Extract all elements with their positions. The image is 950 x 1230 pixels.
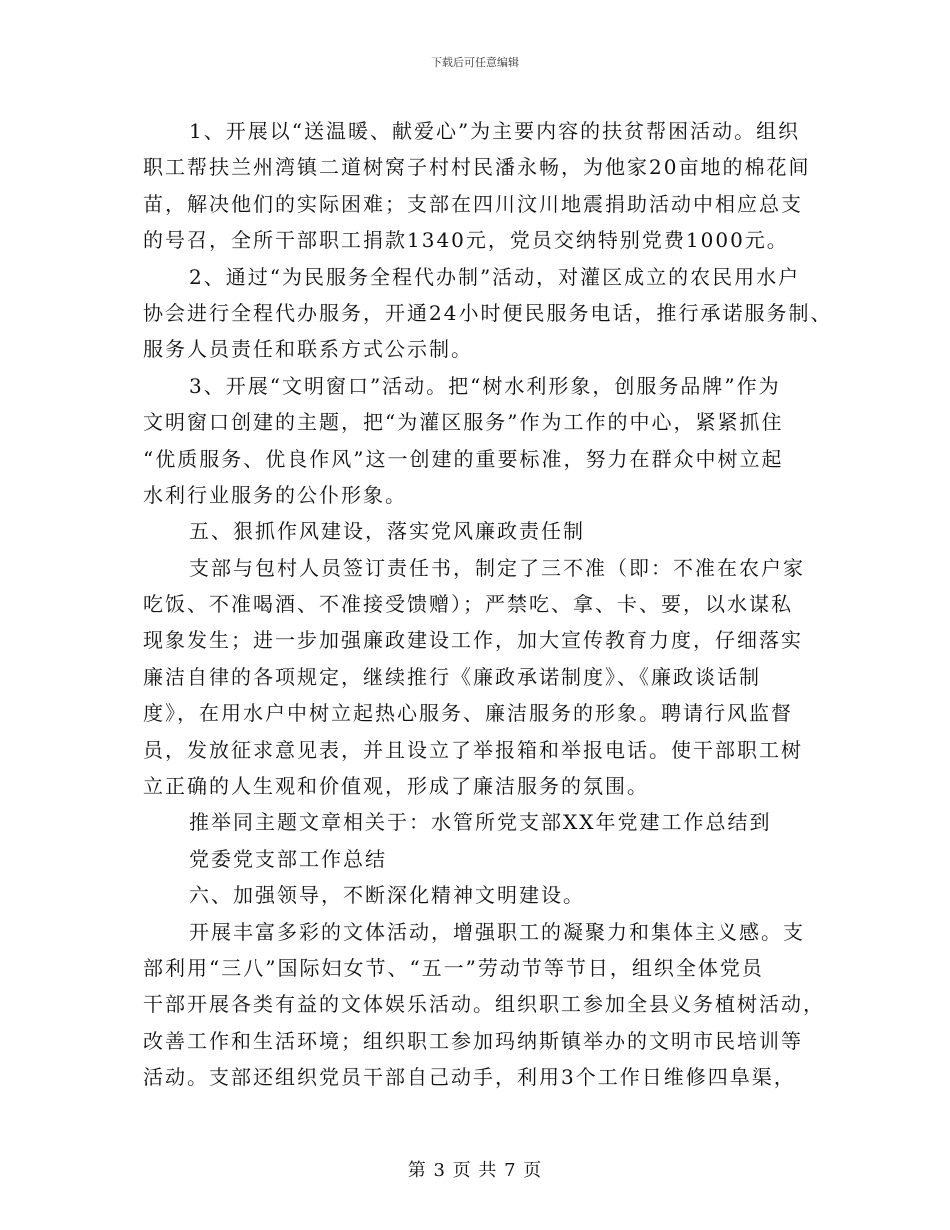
section-heading: 六、加强领导，不断深化精神文明建设。 xyxy=(189,883,585,908)
paragraph-line: 的号召，全所干部职工捐款1340元，党员交纳特别党费1000元。 xyxy=(143,228,789,253)
paragraph-line: 3、开展“文明窗口”活动。把“树水利形象，创服务品牌”作为 xyxy=(189,373,781,398)
paragraph-line: 员，发放征求意见表，并且设立了举报箱和举报电话。使干部职工树 xyxy=(143,737,803,762)
paragraph-line: 现象发生；进一步加强廉政建设工作，加大宣传教育力度，仔细落实 xyxy=(143,628,803,653)
paragraph-line: 吃饭、不准喝酒、不准接受馈赠）；严禁吃、拿、卡、要，以水谋私 xyxy=(143,592,793,617)
paragraph-line: 干部开展各类有益的文体娱乐活动。组织职工参加全县义务植树活动， xyxy=(143,992,825,1017)
related-article-line: 推举同主题文章相关于：水管所党支部XX年党建工作总结到 xyxy=(189,810,772,835)
document-body xyxy=(143,113,833,1096)
related-article-line: 党委党支部工作总结 xyxy=(189,846,387,871)
page-header-note: 下载后可任意编辑 xyxy=(431,56,519,69)
paragraph-line: “优质服务、优良作风”这一创建的重要标准，努力在群众中树立起 xyxy=(143,446,784,471)
paragraph-line: 廉洁自律的各项规定，继续推行《廉政承诺制度》、《廉政谈话制 xyxy=(143,664,761,689)
paragraph-line: 支部与包村人员签订责任书，制定了三不准（即：不准在农户家 xyxy=(189,555,805,580)
paragraph-line: 1、开展以“送温暖、献爱心”为主要内容的扶贫帮困活动。组织 xyxy=(189,119,801,143)
paragraph-line: 立正确的人生观和价值观，形成了廉洁服务的氛围。 xyxy=(143,774,649,799)
paragraph-line: 协会进行全程代办服务，开通24小时便民服务电话，推行承诺服务制、 xyxy=(143,300,833,325)
paragraph-line: 文明窗口创建的主题，把“为灌区服务”作为工作的中心，紧紧抓住 xyxy=(143,410,784,435)
paragraph-line: 服务人员责任和联系方式公示制。 xyxy=(143,337,473,362)
paragraph-line: 开展丰富多彩的文体活动，增强职工的凝聚力和集体主义感。支 xyxy=(189,919,805,944)
paragraph-line: 水利行业服务的公仆形象。 xyxy=(143,482,407,507)
paragraph-line: 活动。支部还组织党员干部自己动手，利用3个工作日维修四阜渠， xyxy=(143,1065,796,1090)
page-number-footer: 第 3 页 共 7 页 xyxy=(407,1160,543,1181)
paragraph-line: 2、通过“为民服务全程代办制”活动，对灌区成立的农民用水户 xyxy=(189,264,801,289)
paragraph-line: 度》，在用水户中树立起热心服务、廉洁服务的形象。聘请行风监督 xyxy=(143,701,793,726)
paragraph-line: 职工帮扶兰州湾镇二道树窝子村村民潘永畅，为他家20亩地的棉花间 xyxy=(143,155,811,180)
paragraph-line: 改善工作和生活环境；组织职工参加玛纳斯镇举办的文明市民培训等 xyxy=(143,1028,803,1053)
paragraph-line: 苗，解决他们的实际困难；支部在四川汶川地震捐助活动中相应总支 xyxy=(143,191,803,216)
section-heading: 五、狠抓作风建设，落实党风廉政责任制 xyxy=(189,519,585,544)
paragraph-line: 部利用“三八”国际妇女节、“五一”劳动节等节日，组织全体党员 xyxy=(143,955,764,980)
